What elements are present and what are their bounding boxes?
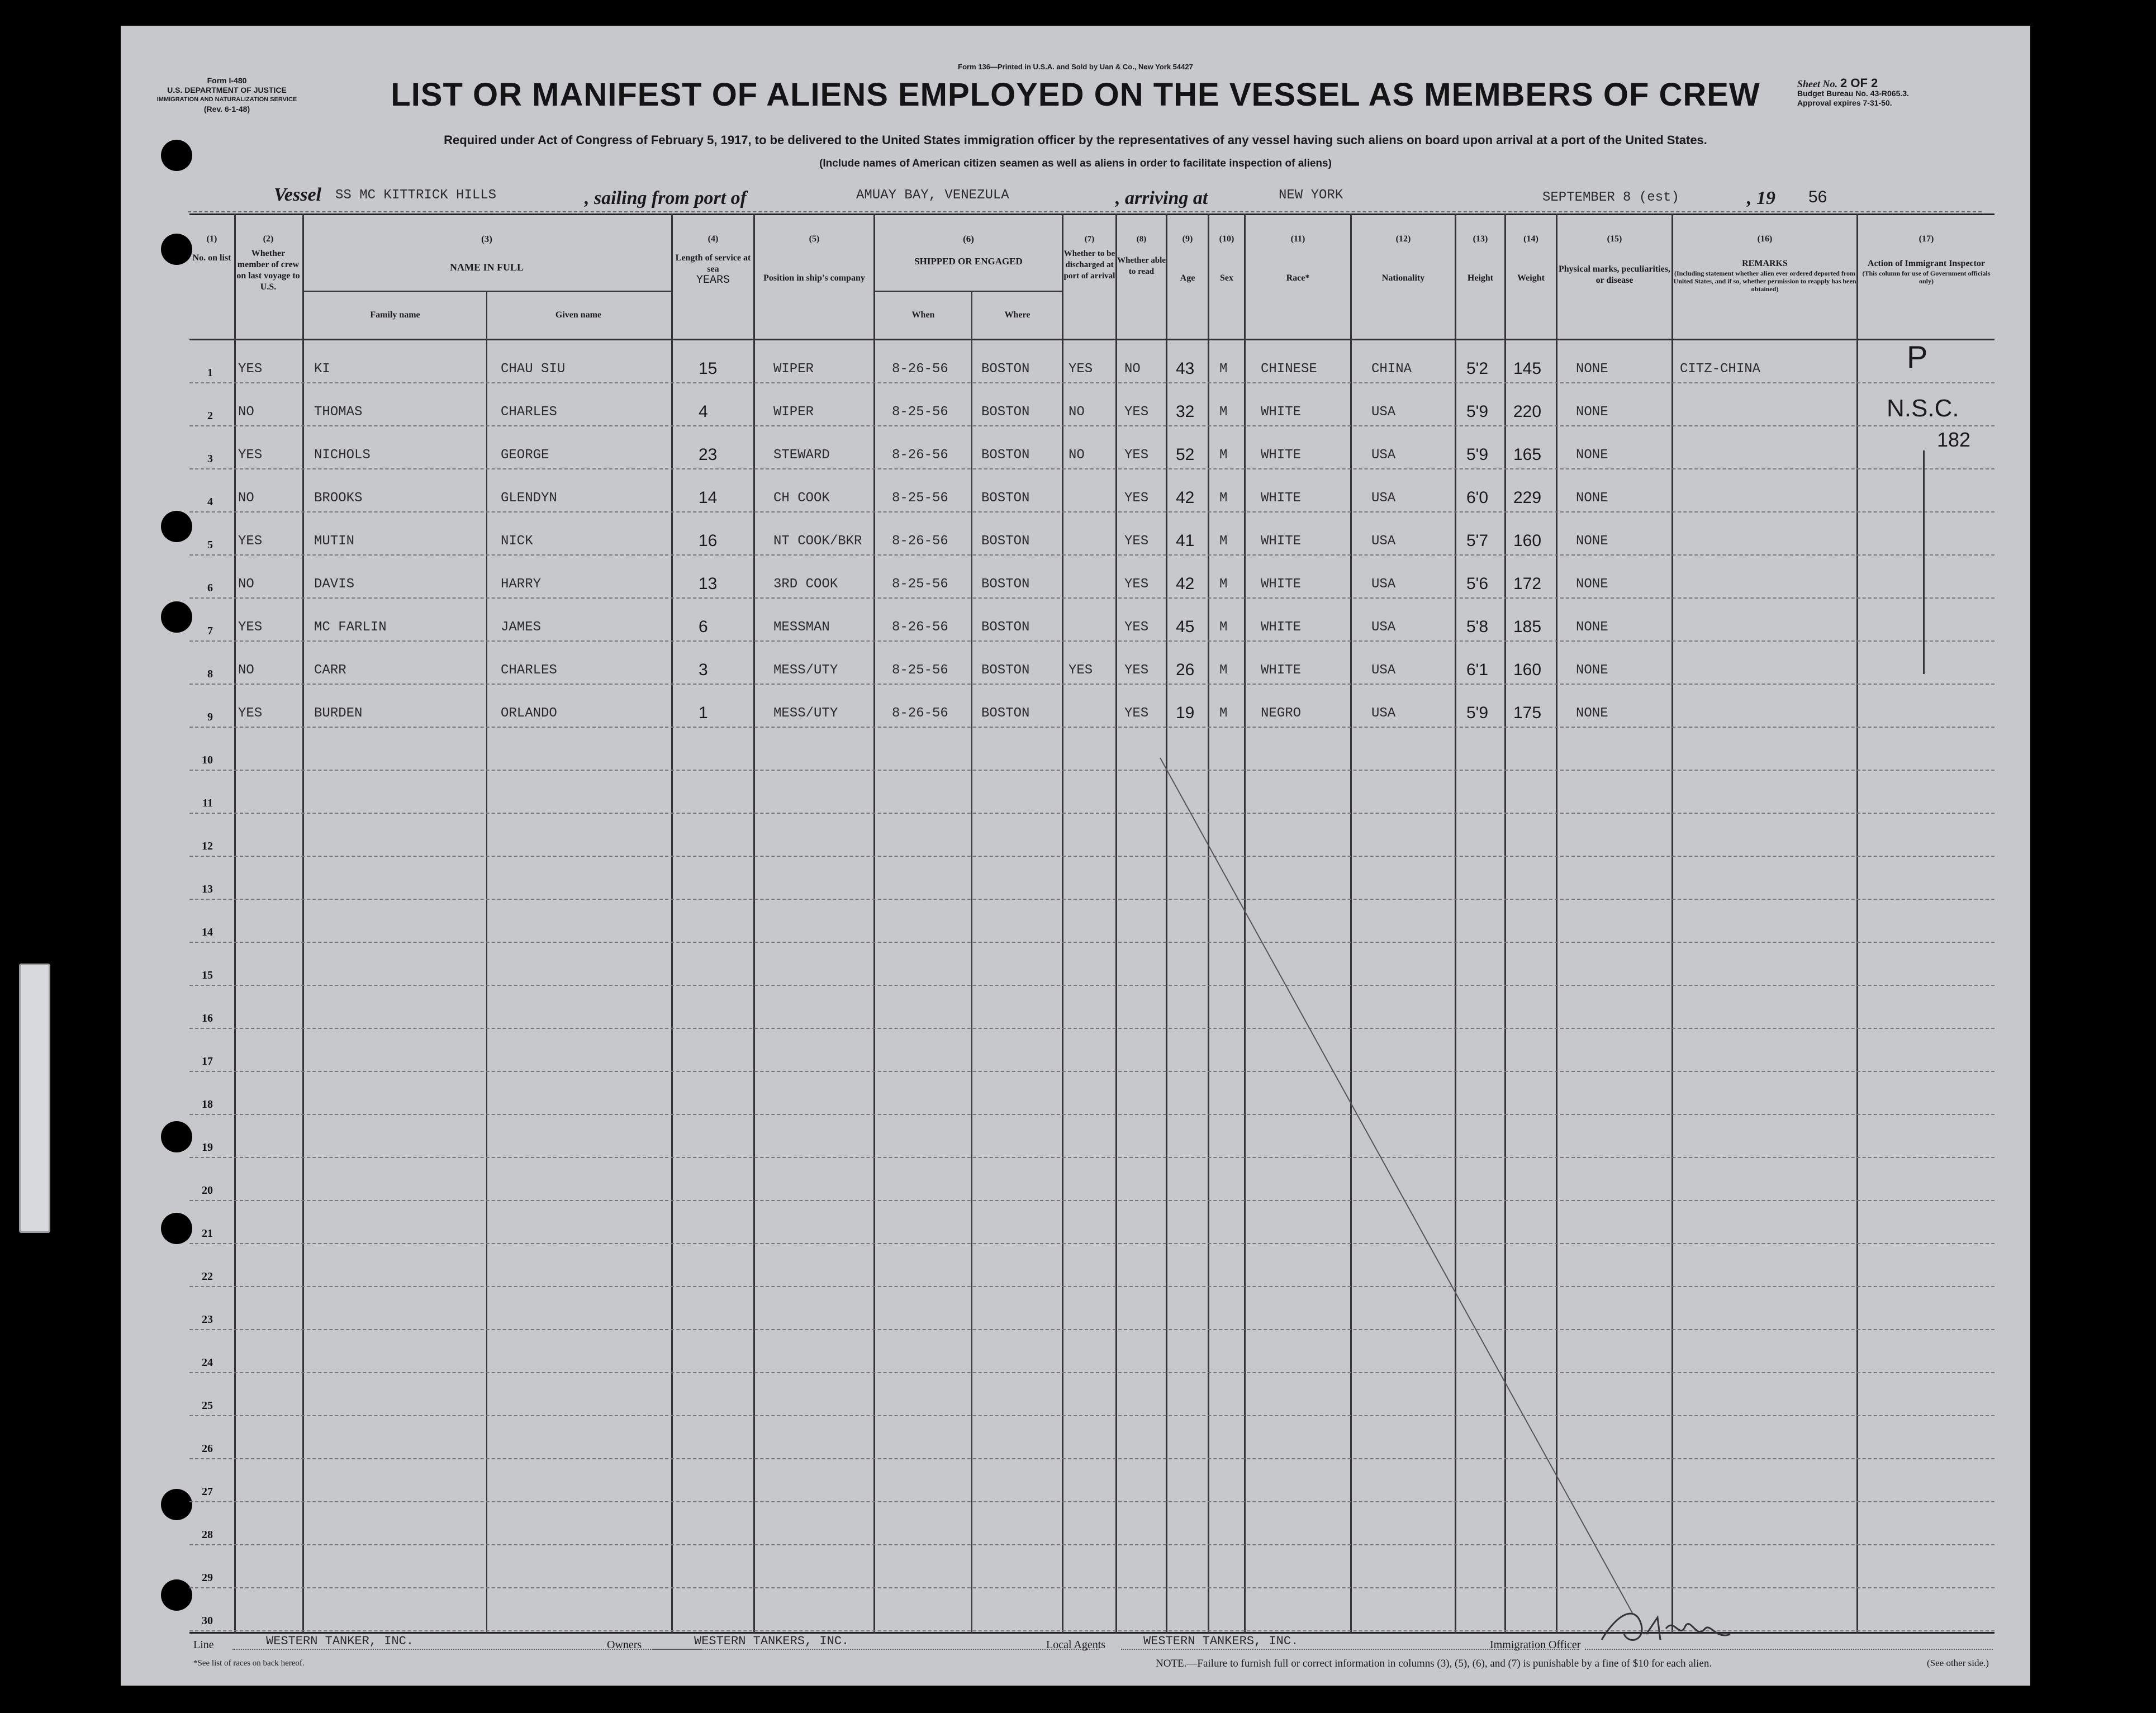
cell-when: 8-25-56 [892,491,948,506]
row-number: 11 [202,797,213,809]
row-number: 22 [202,1270,213,1283]
col15-header: (15) Physical marks, peculiarities, or disease [1559,234,1670,285]
cell-weight: 175 [1513,704,1542,722]
cell-family: BURDEN [314,706,363,721]
cell-remarks: CITZ-CHINA [1680,362,1761,377]
binder-tab [19,964,50,1233]
cell-read: YES [1124,405,1149,420]
row-number: 7 [207,625,213,637]
cell-weight: 220 [1513,402,1542,421]
cell-sex: M [1219,577,1228,592]
cell-crew: YES [238,706,263,721]
cell-marks: NONE [1576,491,1608,506]
cell-sex: M [1219,663,1228,678]
cell-weight: 165 [1513,445,1542,464]
cell-nationality: USA [1371,534,1396,549]
row-number: 10 [202,754,213,766]
cell-read: NO [1124,362,1141,377]
cell-when: 8-26-56 [892,706,948,721]
cell-height: 5'8 [1466,618,1489,636]
cell-position: CH COOK [773,491,830,506]
cell-race: WHITE [1261,620,1302,635]
cell-race: WHITE [1261,405,1302,420]
cell-where: BOSTON [981,577,1030,592]
cell-discharged: NO [1068,448,1085,463]
row-number: 16 [202,1012,213,1024]
cell-weight: 160 [1513,661,1542,679]
cell-race: WHITE [1261,577,1302,592]
cell-read: YES [1124,491,1149,506]
col7-header: (7) Whether to be discharged at port of arrival [1063,235,1115,281]
cell-nationality: USA [1371,448,1396,463]
cell-family: THOMAS [314,405,363,420]
vessel-label: Vessel [274,184,321,205]
cell-years: 14 [699,488,718,507]
manifest-page [121,26,2030,1686]
cell-weight: 185 [1513,618,1542,636]
row-number: 2 [207,410,213,422]
col11-header: (11) Race* [1286,234,1310,283]
cell-nationality: USA [1371,577,1396,592]
cell-marks: NONE [1576,448,1608,463]
cell-age: 19 [1176,704,1195,722]
cell-sex: M [1219,448,1228,463]
cell-age: 41 [1176,532,1195,550]
cell-position: STEWARD [773,448,830,463]
row-number: 6 [207,582,213,594]
row-number: 14 [202,926,213,938]
cell-crew: YES [238,362,263,377]
cell-position: MESSMAN [773,620,830,635]
cell-race: WHITE [1261,534,1302,549]
cell-family: CARR [314,663,346,678]
owners-label: Owners [607,1639,642,1651]
cell-given: CHARLES [501,663,557,678]
cell-sex: M [1219,706,1228,721]
cell-read: YES [1124,663,1149,678]
cell-years: 23 [699,445,718,464]
col8-header: (8) Whether able to read [1117,235,1166,276]
col6-when-header: When [911,310,935,320]
cell-family: MUTIN [314,534,355,549]
cell-age: 42 [1176,488,1195,507]
required-text: Required under Act of Congress of February 5, 1917, to be delivered to the United States immigration officer by the representatives of any vessel having such aliens on board upon arrival at a port of the United States. [444,133,1707,147]
cell-given: NICK [501,534,533,549]
cell-discharged: YES [1068,362,1093,377]
cell-marks: NONE [1576,663,1608,678]
cell-family: BROOKS [314,491,363,506]
cell-crew: NO [238,405,254,420]
cell-discharged: YES [1068,663,1093,678]
approval-expiry: Approval expires 7-31-50. [1797,98,1892,107]
cell-years: 3 [699,661,708,679]
cell-when: 8-25-56 [892,405,948,420]
col16-header: (16) REMARKS (Including statement whether alien ever ordered deported from United States, and if so, whether permission to reapply has been obtained) [1673,234,1856,293]
cell-where: BOSTON [981,362,1030,377]
cell-position: WIPER [773,405,814,420]
cell-family: DAVIS [314,577,355,592]
col9-header: (9) Age [1180,234,1195,283]
row-number: 27 [202,1486,213,1498]
sailing-label: , sailing from port of [585,188,747,208]
col17-header: (17) Action of Immigrant Inspector (This column for use of Government officials only) [1862,234,1991,285]
printer-line: Form 136—Printed in U.S.A. and Sold by Uan & Co., New York 54427 [958,63,1193,71]
col4-header: (4) Length of service at sea YEARS [675,234,751,287]
arriving-label: , arriving at [1115,188,1208,208]
cell-years: 4 [699,402,708,421]
cell-years: 13 [699,575,718,593]
include-text: (Include names of American citizen seamen as well as aliens in order to facilitate inspection of aliens) [819,158,1332,169]
year-prefix: , 19 [1747,188,1775,208]
department-name: U.S. DEPARTMENT OF JUSTICE [167,86,287,94]
row-number: 5 [207,539,213,551]
service-name: IMMIGRATION AND NATURALIZATION SERVICE [156,96,297,103]
col6-header: (6) SHIPPED OR ENGAGED [914,234,1023,267]
form-title: LIST OR MANIFEST OF ALIENS EMPLOYED ON THE VESSEL AS MEMBERS OF CREW [391,77,1760,113]
cell-weight: 160 [1513,532,1542,550]
cell-when: 8-26-56 [892,448,948,463]
cell-height: 6'1 [1466,661,1489,679]
cell-years: 6 [699,618,708,636]
form-revision: (Rev. 6-1-48) [203,105,250,113]
row-number: 28 [202,1529,213,1541]
cell-years: 15 [699,359,718,378]
cell-height: 5'2 [1466,359,1489,378]
cell-nationality: USA [1371,491,1396,506]
row-number: 20 [202,1184,213,1197]
cell-marks: NONE [1576,577,1608,592]
row-number: 8 [207,668,213,680]
cell-nationality: USA [1371,663,1396,678]
cell-given: JAMES [501,620,542,635]
cell-crew: NO [238,577,254,592]
cell-weight: 229 [1513,488,1542,507]
cell-when: 8-26-56 [892,362,948,377]
cell-age: 52 [1176,445,1195,464]
row-number: 21 [202,1227,213,1240]
cell-years: 1 [699,704,708,722]
cell-given: ORLANDO [501,706,557,721]
col10-header: (10) Sex [1219,234,1234,283]
cell-weight: 172 [1513,575,1542,593]
cell-where: BOSTON [981,405,1030,420]
cell-crew: YES [238,620,263,635]
row-number: 18 [202,1098,213,1111]
cell-race: CHINESE [1261,362,1317,377]
inspector-mark-p: P [1907,339,1928,374]
cell-where: BOSTON [981,663,1030,678]
cell-age: 45 [1176,618,1195,636]
cell-crew: NO [238,491,254,506]
cell-when: 8-26-56 [892,620,948,635]
cell-read: YES [1124,448,1149,463]
cell-given: GLENDYN [501,491,557,506]
see-other-side: (See other side.) [1927,1658,1989,1668]
cell-sex: M [1219,405,1228,420]
row-number: 4 [207,496,213,508]
cell-when: 8-26-56 [892,534,948,549]
cell-race: NEGRO [1261,706,1302,721]
cell-given: GEORGE [501,448,549,463]
row-number: 3 [207,453,213,465]
row-number: 13 [202,883,213,895]
cell-nationality: USA [1371,405,1396,420]
row-number: 19 [202,1141,213,1154]
cell-race: WHITE [1261,448,1302,463]
cell-height: 5'9 [1466,402,1489,421]
cell-when: 8-25-56 [892,577,948,592]
cell-nationality: USA [1371,620,1396,635]
arrival-date: SEPTEMBER 8 (est) [1542,190,1679,205]
cell-height: 5'9 [1466,704,1489,722]
cell-position: WIPER [773,362,814,377]
col5-header: (5) Position in ship's company [763,234,865,283]
col3-given-header: Given name [555,310,602,320]
col3-family-header: Family name [370,310,420,320]
cell-marks: NONE [1576,534,1608,549]
cell-where: BOSTON [981,706,1030,721]
races-note: *See list of races on back hereof. [193,1659,305,1668]
departure-port: AMUAY BAY, VENEZULA [856,188,1009,203]
local-agents-value: WESTERN TANKERS, INC. [1143,1634,1299,1648]
cell-height: 5'9 [1466,445,1489,464]
cell-nationality: CHINA [1371,362,1412,377]
cell-sex: M [1219,534,1228,549]
cell-family: KI [314,362,330,377]
local-agents-label: Local Agents [1046,1639,1106,1651]
budget-number: Budget Bureau No. 43-R065.3. [1797,89,1909,98]
owners-value: WESTERN TANKERS, INC. [694,1634,849,1648]
cell-sex: M [1219,491,1228,506]
cell-when: 8-25-56 [892,663,948,678]
cell-marks: NONE [1576,362,1608,377]
cell-position: MESS/UTY [773,663,838,678]
row-number: 30 [202,1615,213,1627]
cell-read: YES [1124,534,1149,549]
cell-family: NICHOLS [314,448,371,463]
cell-height: 5'6 [1466,575,1489,593]
cell-family: MC FARLIN [314,620,387,635]
cell-position: 3RD COOK [773,577,838,592]
cell-where: BOSTON [981,620,1030,635]
cell-position: NT COOK/BKR [773,534,862,549]
cell-where: BOSTON [981,448,1030,463]
row-number: 23 [202,1313,213,1326]
cell-age: 32 [1176,402,1195,421]
vessel-name: SS MC KITTRICK HILLS [335,188,497,203]
line-label: Line [193,1639,214,1651]
cell-height: 6'0 [1466,488,1489,507]
form-number: Form I-480 [207,76,247,85]
sheet-value: 2 OF 2 [1840,76,1878,90]
cell-crew: YES [238,448,263,463]
cell-marks: NONE [1576,620,1608,635]
officer-signature [1596,1601,1741,1651]
cell-weight: 145 [1513,359,1542,378]
line-value: WESTERN TANKER, INC. [266,1634,414,1648]
row-number: 29 [202,1572,213,1584]
cell-crew: NO [238,663,254,678]
cell-given: HARRY [501,577,542,592]
cell-given: CHARLES [501,405,557,420]
arrival-port: NEW YORK [1279,188,1343,203]
col13-header: (13) Height [1467,234,1494,283]
cell-where: BOSTON [981,491,1030,506]
cancel-stroke [121,26,2030,1686]
inspector-mark-nsc: N.S.C. [1887,395,1959,422]
cell-read: YES [1124,577,1149,592]
row-number: 26 [202,1442,213,1455]
cell-crew: YES [238,534,263,549]
penalty-note: NOTE.—Failure to furnish full or correct information in columns (3), (5), (6), and (7) is punishable by a fine of $10 for each alien. [1156,1658,1712,1669]
col6-where-header: Where [1004,310,1030,320]
cell-height: 5'7 [1466,532,1489,550]
row-number: 9 [207,711,213,723]
cell-age: 43 [1176,359,1195,378]
cell-age: 26 [1176,661,1195,679]
cell-years: 16 [699,532,718,550]
immigration-officer-label: Immigration Officer [1490,1639,1581,1651]
cell-where: BOSTON [981,534,1030,549]
row-number: 15 [202,969,213,981]
cell-given: CHAU SIU [501,362,566,377]
cell-age: 42 [1176,575,1195,593]
row-number: 24 [202,1356,213,1369]
col2-header: (2) Whether member of crew on last voyage to U.S. [236,234,300,292]
col3-header: (3) NAME IN FULL [449,234,524,273]
cell-discharged: NO [1068,405,1085,420]
col14-header: (14) Weight [1517,234,1545,283]
cell-read: YES [1124,620,1149,635]
col12-header: (12) Nationality [1381,234,1425,283]
year-value: 56 [1808,188,1827,206]
cell-read: YES [1124,706,1149,721]
row-number: 25 [202,1399,213,1412]
cell-race: WHITE [1261,491,1302,506]
cell-race: WHITE [1261,663,1302,678]
row-number: 17 [202,1055,213,1067]
cell-nationality: USA [1371,706,1396,721]
col1-header: (1) No. on list [192,234,231,263]
cell-marks: NONE [1576,706,1608,721]
cell-sex: M [1219,362,1228,377]
row-number: 1 [207,367,213,379]
row-number: 12 [202,840,213,852]
cell-sex: M [1219,620,1228,635]
inspector-count: 182 [1937,428,1971,451]
cell-position: MESS/UTY [773,706,838,721]
sheet-label: Sheet No. [1797,78,1837,89]
cell-marks: NONE [1576,405,1608,420]
